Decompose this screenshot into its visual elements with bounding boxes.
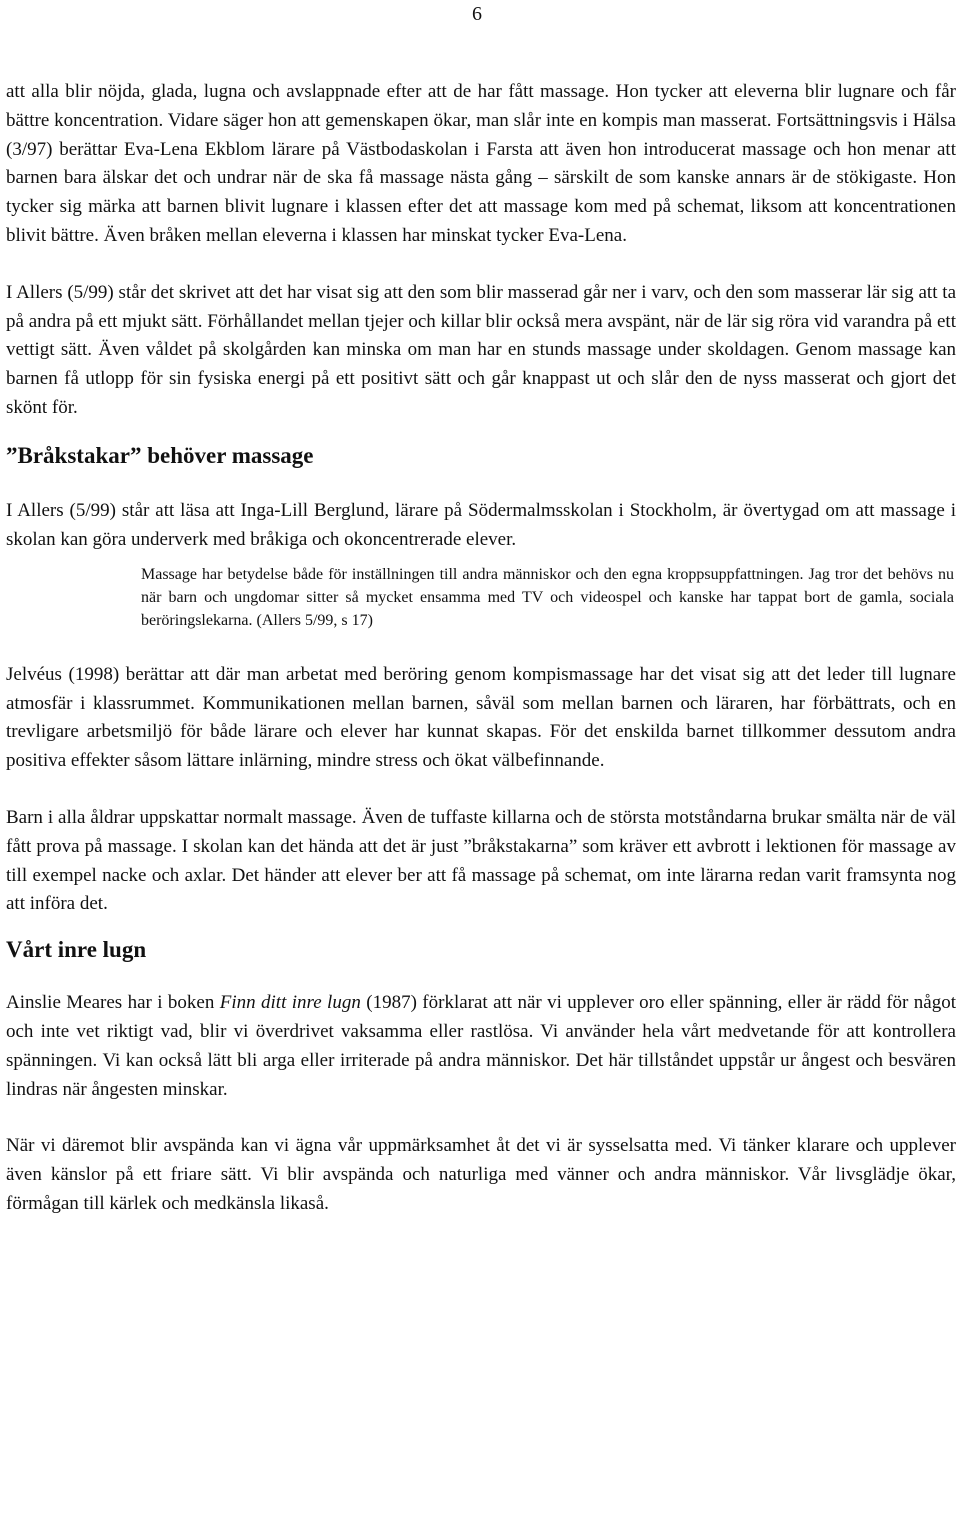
heading-brakstakar: ”Bråkstakar” behöver massage	[6, 442, 314, 468]
meares-text-after: (1987) förklarat att när vi upplever oro eller spänning, eller är rädd för något och inte vet riktigt vad, blir vi överdrivet vaksamma eller rastlösa. Vi använder hela vårt medvetande för att kontrollera spänningen. Vi kan också lätt bli arga eller irriterade på andra människor. Det här tillståndet uppstår ur ångest och besvären lindras när ångesten minskar.	[6, 992, 956, 1100]
book-title: Finn ditt inre lugn	[219, 992, 361, 1014]
paragraph-barn-alla-aldrar: Barn i alla åldrar uppskattar normalt massage. Även de tuffaste killarna och de största motståndarna brukar smälta när de väl fått prova på massage. I skolan kan det hända att det är just ”bråkstakarna” som kräver ett avbrott i lektionen för massage av till exempel nacke och axlar. Det händer att elever ber att få massage på schemat, om inte lärarna redan varit framsynta nog att införa det.	[6, 806, 956, 915]
page-number: 6	[472, 3, 482, 25]
paragraph-massage-effects: att alla blir nöjda, glada, lugna och avslappnade efter att de har fått massage. Hon tycker att eleverna blir lugnare och får bättre koncentration. Vidare säger hon att gemenskapen ökar, man slår inte en kompis man masserat. Fortsättningsvis i Hälsa (3/97) berättar Eva-Lena Ekblom lärare på Västbodaskolan i Farsta att även hon introducerat massage och hon menar att barnen bara älskar det och undrar när de ska få massage nästa gång – särskilt de som kanske annars är de stökigaste. Hon tycker sig märka att barnen blivit lugnare i klassen efter det att massage kom med på schemat, liksom att koncentrationen blivit bättre. Även bråken mellan eleverna i klassen har minskat tycker Eva-Lena.	[6, 81, 956, 246]
meares-text-before: Ainslie Meares har i boken	[6, 992, 220, 1014]
page-content	[6, 78, 956, 1219]
paragraph-avspanda: När vi däremot blir avspända kan vi ägna vår uppmärksamhet åt det vi är sysselsatta med. Vi tänker klarare och upplever även känslor på ett friare sätt. Vi blir avspända och naturliga med vänner och andra människor. Vår livsglädje ökar, förmågan till kärlek och medkänsla likaså.	[6, 1135, 956, 1214]
paragraph-ainslie-meares	[6, 989, 956, 1104]
paragraph-jelveus: Jelvéus (1998) berättar att där man arbetat med beröring genom kompismassage har det visat sig att det leder till lugnare atmosfär i klassrummet. Kommunikationen mellan barnen, såväl som mellan barnen och läraren, har förbättrats, och en trevligare arbetsmiljö för både lärare och elever har kunnat skapas. För det enskilda barnet tillkommer dessutom andra positiva effekter såsom lättare inlärning, mindre stress och ökat välbefinnande.	[6, 663, 956, 772]
paragraph-allers-masserad: I Allers (5/99) står det skrivet att det har visat sig att den som blir masserad går ner i varv, och den som masserar lär sig att ta på andra på ett mjukt sätt. Förhållandet mellan tjejer och killar blir också mera avspänt, när de lär sig röra vid varandra på ett vettigt sätt. Även våldet på skolgården kan minska om man har en stunds massage under skoldagen. Genom massage kan barnen få utlopp för sin fysiska energi på ett positivt sätt och går knappast ut och slår den de nyss masserat och gjort det skönt för.	[6, 281, 956, 418]
heading-inre-lugn: Vårt inre lugn	[6, 937, 147, 963]
block-quote-allers: Massage har betydelse både för inställningen till andra människor och den egna kroppsuppfattningen. Jag tror det behövs nu när barn och ungdomar sitter så mycket ensamma med TV och videospel och kanske har tappat bort de gamla, sociala beröringslekarna. (Allers 5/99, s 17)	[141, 566, 954, 629]
paragraph-inga-lill: I Allers (5/99) står att läsa att Inga-Lill Berglund, lärare på Södermalmsskolan i Stockholm, är övertygad om att massage i skolan kan göra underverk med bråkiga och okoncentrerade elever.	[6, 499, 956, 550]
